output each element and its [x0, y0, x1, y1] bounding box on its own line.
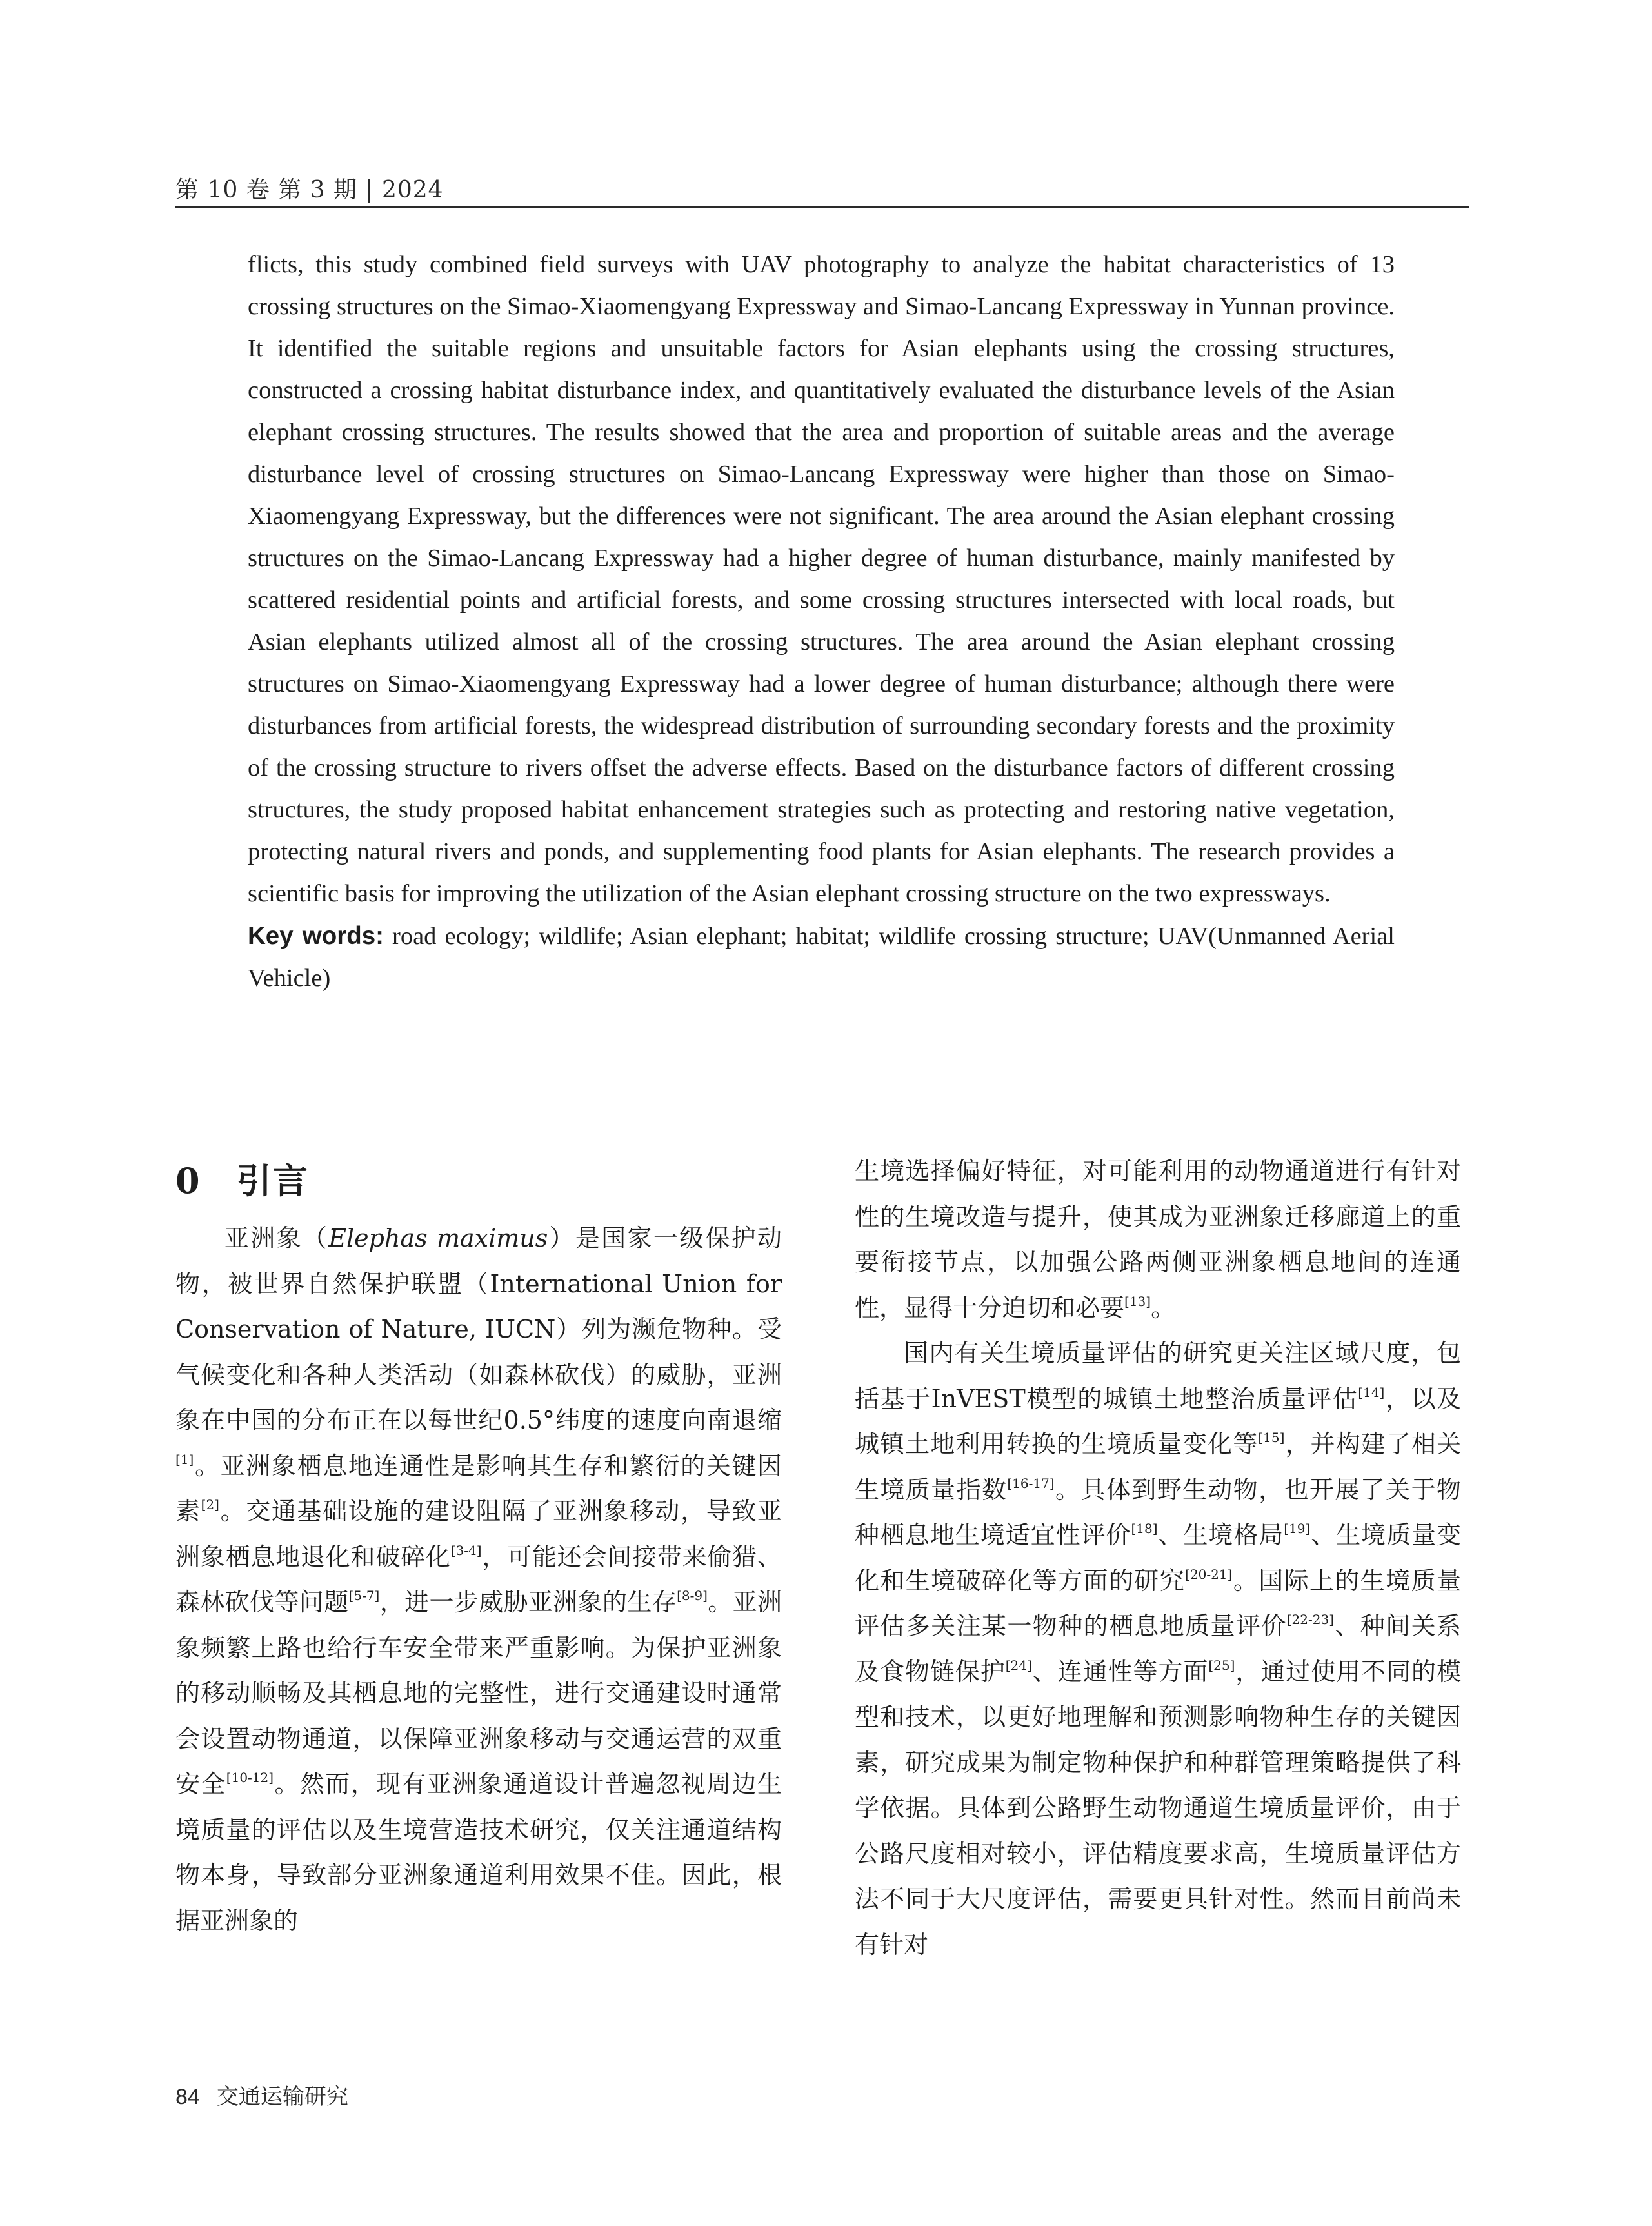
running-head: 第 10 卷 第 3 期 | 2024	[175, 177, 444, 203]
page-header	[175, 166, 1469, 208]
citation: [22-23]	[1286, 1612, 1334, 1627]
citation: [1]	[175, 1451, 194, 1467]
intro-paragraph-1: 亚洲象（Elephas maximus）是国家一级保护动物，被世界自然保护联盟（International Union for Conservation of Nature, IUCN）列为濒危物种。受气候变化和各种人类活动（如森林砍伐）的威胁，亚洲象在中国的分布正在以每世纪0.5°纬度的速度向南退缩[1]。亚洲象栖息地连通性是影响其生存和繁衍的关键因素[2]。交通基础设施的建设阻隔了亚洲象移动，导致亚洲象栖息地退化和破碎化[3-4]，可能还会间接带来偷猎、森林砍伐等问题[5-7]，进一步威胁亚洲象的生存[8-9]。亚洲象频繁上路也给行车安全带来严重影响。为保护亚洲象的移动顺畅及其栖息地的完整性，进行交通建设时通常会设置动物通道，以保障亚洲象移动与交通运营的双重安全[10-12]。然而，现有亚洲象通道设计普遍忽视周边生境质量的评估以及生境营造技术研究，仅关注通道结构物本身，导致部分亚洲象通道利用效果不佳。因此，根据亚洲象的	[175, 1224, 782, 1935]
species-name: Elephas maximus	[328, 1224, 548, 1252]
citation: [2]	[201, 1497, 219, 1512]
citation: [13]	[1124, 1293, 1151, 1309]
citation: [8-9]	[677, 1588, 708, 1603]
citation: [24]	[1005, 1657, 1032, 1673]
section-number: 0	[175, 1160, 201, 1201]
page-number: 84	[175, 2085, 200, 2109]
left-column	[175, 1155, 782, 1943]
citation: [5-7]	[348, 1588, 380, 1603]
intro-paragraph-1-cont: 生境选择偏好特征，对可能利用的动物通道进行有针对性的生境改造与提升，使其成为亚洲象迁移廊道上的重要衔接节点，以加强公路两侧亚洲象栖息地间的连通性，显得十分迫切和必要[13]。	[855, 1157, 1461, 1322]
section-heading	[175, 1155, 782, 1207]
abstract-body: flicts, this study combined field surveys with UAV photography to analyze the habitat characteristics of 13 crossing structures on the Simao-Xiaomengyang Expressway and Simao-Lancang Expressway in Yunnan province. It identified the suitable regions and unsuitable factors for Asian elephants using the crossing structures, constructed a crossing habitat disturbance index, and quantitatively evaluated the disturbance levels of the Asian elephant crossing structures. The results showed that the area and proportion of suitable areas and the average disturbance level of crossing structures on Simao-Lancang Expressway were higher than those on Simao-Xiaomengyang Expressway, but the differences were not significant. The area around the Asian elephant crossing structures on the Simao-Lancang Expressway had a higher degree of human disturbance, mainly manifested by scattered residential points and artificial forests, and some crossing structures intersected with local roads, but Asian elephants utilized almost all of the crossing structures. The area around the Asian elephant crossing structures on Simao-Xiaomengyang Expressway had a lower degree of human disturbance; although there were disturbances from artificial forests, the widespread distribution of surrounding secondary forests and the proximity of the crossing structure to rivers offset the adverse effects. Based on the disturbance factors of different crossing structures, the study proposed habitat enhancement strategies such as protecting and restoring native vegetation, protecting natural rivers and ponds, and supplementing food plants for Asian elephants. The research provides a scientific basis for improving the utilization of the Asian elephant crossing structure on the two expressways.	[248, 251, 1395, 907]
citation: [14]	[1358, 1384, 1385, 1400]
english-abstract	[248, 244, 1395, 999]
page-footer	[175, 2079, 348, 2111]
citation: [20-21]	[1185, 1566, 1233, 1582]
keywords-label: Key words:	[248, 922, 384, 950]
section-title: 引言	[237, 1160, 309, 1201]
journal-name: 交通运输研究	[216, 2084, 348, 2110]
keywords-line	[248, 915, 1395, 999]
intro-paragraph-2: 国内有关生境质量评估的研究更关注区域尺度，包括基于InVEST模型的城镇土地整治质量评估[14]，以及城镇土地利用转换的生境质量变化等[15]，并构建了相关生境质量指数[16-17]。具体到野生动物，也开展了关于物种栖息地生境适宜性评价[18]、生境格局[19]、生境质量变化和生境破碎化等方面的研究[20-21]。国际上的生境质量评估多关注某一物种的栖息地质量评价[22-23]、种间关系及食物链保护[24]、连通性等方面[25]，通过使用不同的模型和技术，以更好地理解和预测影响物种生存的关键因素，研究成果为制定物种保护和种群管理策略提供了科学依据。具体到公路野生动物通道生境质量评价，由于公路尺度相对较小，评估精度要求高，生境质量评估方法不同于大尺度评估，需要更具针对性。然而目前尚未有针对	[855, 1339, 1461, 1959]
citation: [3-4]	[450, 1542, 482, 1558]
citation: [16-17]	[1007, 1475, 1055, 1491]
citation: [19]	[1284, 1521, 1311, 1536]
keywords-text: road ecology; wildlife; Asian elephant; habitat; wildlife crossing structure; UAV(Unmanned Aerial Vehicle)	[248, 923, 1395, 992]
citation: [10-12]	[226, 1770, 274, 1785]
citation: [25]	[1208, 1657, 1235, 1673]
citation: [15]	[1258, 1430, 1285, 1445]
citation: [18]	[1131, 1521, 1158, 1536]
right-column	[855, 1148, 1461, 1967]
